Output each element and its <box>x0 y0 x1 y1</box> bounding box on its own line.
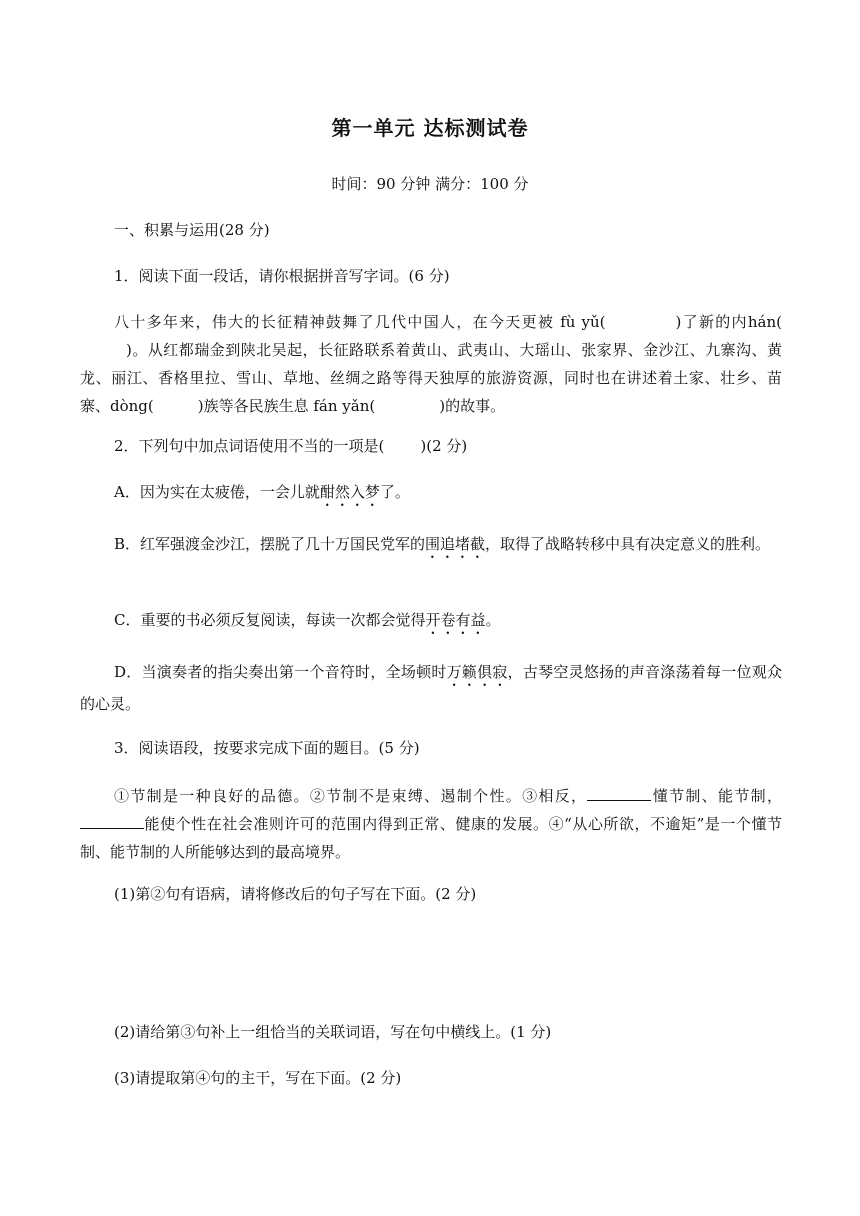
option-d-dotted-word: 万籁俱寂 <box>446 663 508 681</box>
option-a <box>114 478 410 510</box>
option-d-text: D．当演奏者的指尖奏出第一个音符时，全场顿时 <box>114 663 447 681</box>
q1-text-5: )族等各民族生息 fán yǎn( <box>197 397 376 415</box>
question-3-stem: 3．阅读语段，按要求完成下面的题目。(5 分) <box>114 739 420 757</box>
question-3-sub-3: (3)请提取第④句的主干，写在下面。(2 分) <box>114 1069 402 1087</box>
q3-text-2: 懂节制、能节制， <box>651 787 782 805</box>
q1-text-1: 八十多年来，伟大的长征精神鼓舞了几代中国人，在今天更被 fù yǔ( <box>114 313 606 331</box>
option-b <box>80 530 782 562</box>
q1-text-3: hán( <box>747 313 782 331</box>
question-3-sub-1: (1)第②句有语病，请将修改后的句子写在下面。(2 分) <box>114 885 477 903</box>
q3-blank-2[interactable] <box>80 812 144 829</box>
option-d-end: ，古琴空灵悠扬的声音涤荡着每一位观众的心灵。 <box>80 663 782 713</box>
option-b-end: ，取得了战略转移中具有决定意义的胜利。 <box>485 535 771 553</box>
option-c-end: 。 <box>485 611 501 629</box>
option-a-text: A．因为实在太疲倦，一会儿就 <box>114 483 320 501</box>
option-b-text: B．红军强渡金沙江，摆脱了几十万国民党军的 <box>114 535 426 553</box>
section-heading: 一、积累与运用(28 分) <box>114 221 270 239</box>
question-3-sub-2: (2)请给第③句补上一组恰当的关联词语，写在句中横线上。(1 分) <box>114 1023 552 1041</box>
option-a-end: 了。 <box>379 483 410 501</box>
q1-text-4: )。从红都瑞金到陕北吴起，长征路联系着黄山、武夷山、大瑶山、张家界、金沙江、九寨沟、黄龙、丽江、香格里拉、雪山、草地、丝绸之路等得天独厚的旅游资源，同时也在讲述着土家、壮乡、苗寨、dòng( <box>80 341 782 415</box>
option-c <box>114 606 501 638</box>
option-a-dotted-word: 酣然入梦 <box>319 483 380 501</box>
q1-text-2: )了新的内 <box>675 313 748 331</box>
q2-stem-score: )(2 分) <box>420 437 468 455</box>
q3-text-3: 能使个性在社会准则许可的范围内得到正常、健康的发展。④“从心所欲，不逾矩”是一个懂节制、能节制的人所能够达到的最高境界。 <box>80 815 782 861</box>
q3-text-1: ①节制是一种良好的品德。②节制不是束缚、遏制个性。③相反， <box>114 787 588 805</box>
q3-blank-1[interactable] <box>587 784 651 801</box>
question-1-stem: 1．阅读下面一段话，请你根据拼音写字词。(6 分) <box>114 267 450 285</box>
question-3-passage <box>80 782 782 866</box>
question-2-stem <box>114 432 467 460</box>
q2-stem-text: 2．下列句中加点词语使用不当的一项是( <box>114 437 385 455</box>
option-c-text: C．重要的书必须反复阅读，每读一次都会觉得 <box>114 611 426 629</box>
exam-info: 时间：90 分钟 满分：100 分 <box>331 175 529 193</box>
page-title: 第一单元 达标测试卷 <box>331 116 529 140</box>
q1-text-6: )的故事。 <box>439 397 506 415</box>
option-b-dotted-word: 围追堵截 <box>425 535 486 553</box>
option-d <box>80 658 782 718</box>
question-1-passage <box>80 308 782 420</box>
option-c-dotted-word: 开卷有益 <box>425 611 486 629</box>
